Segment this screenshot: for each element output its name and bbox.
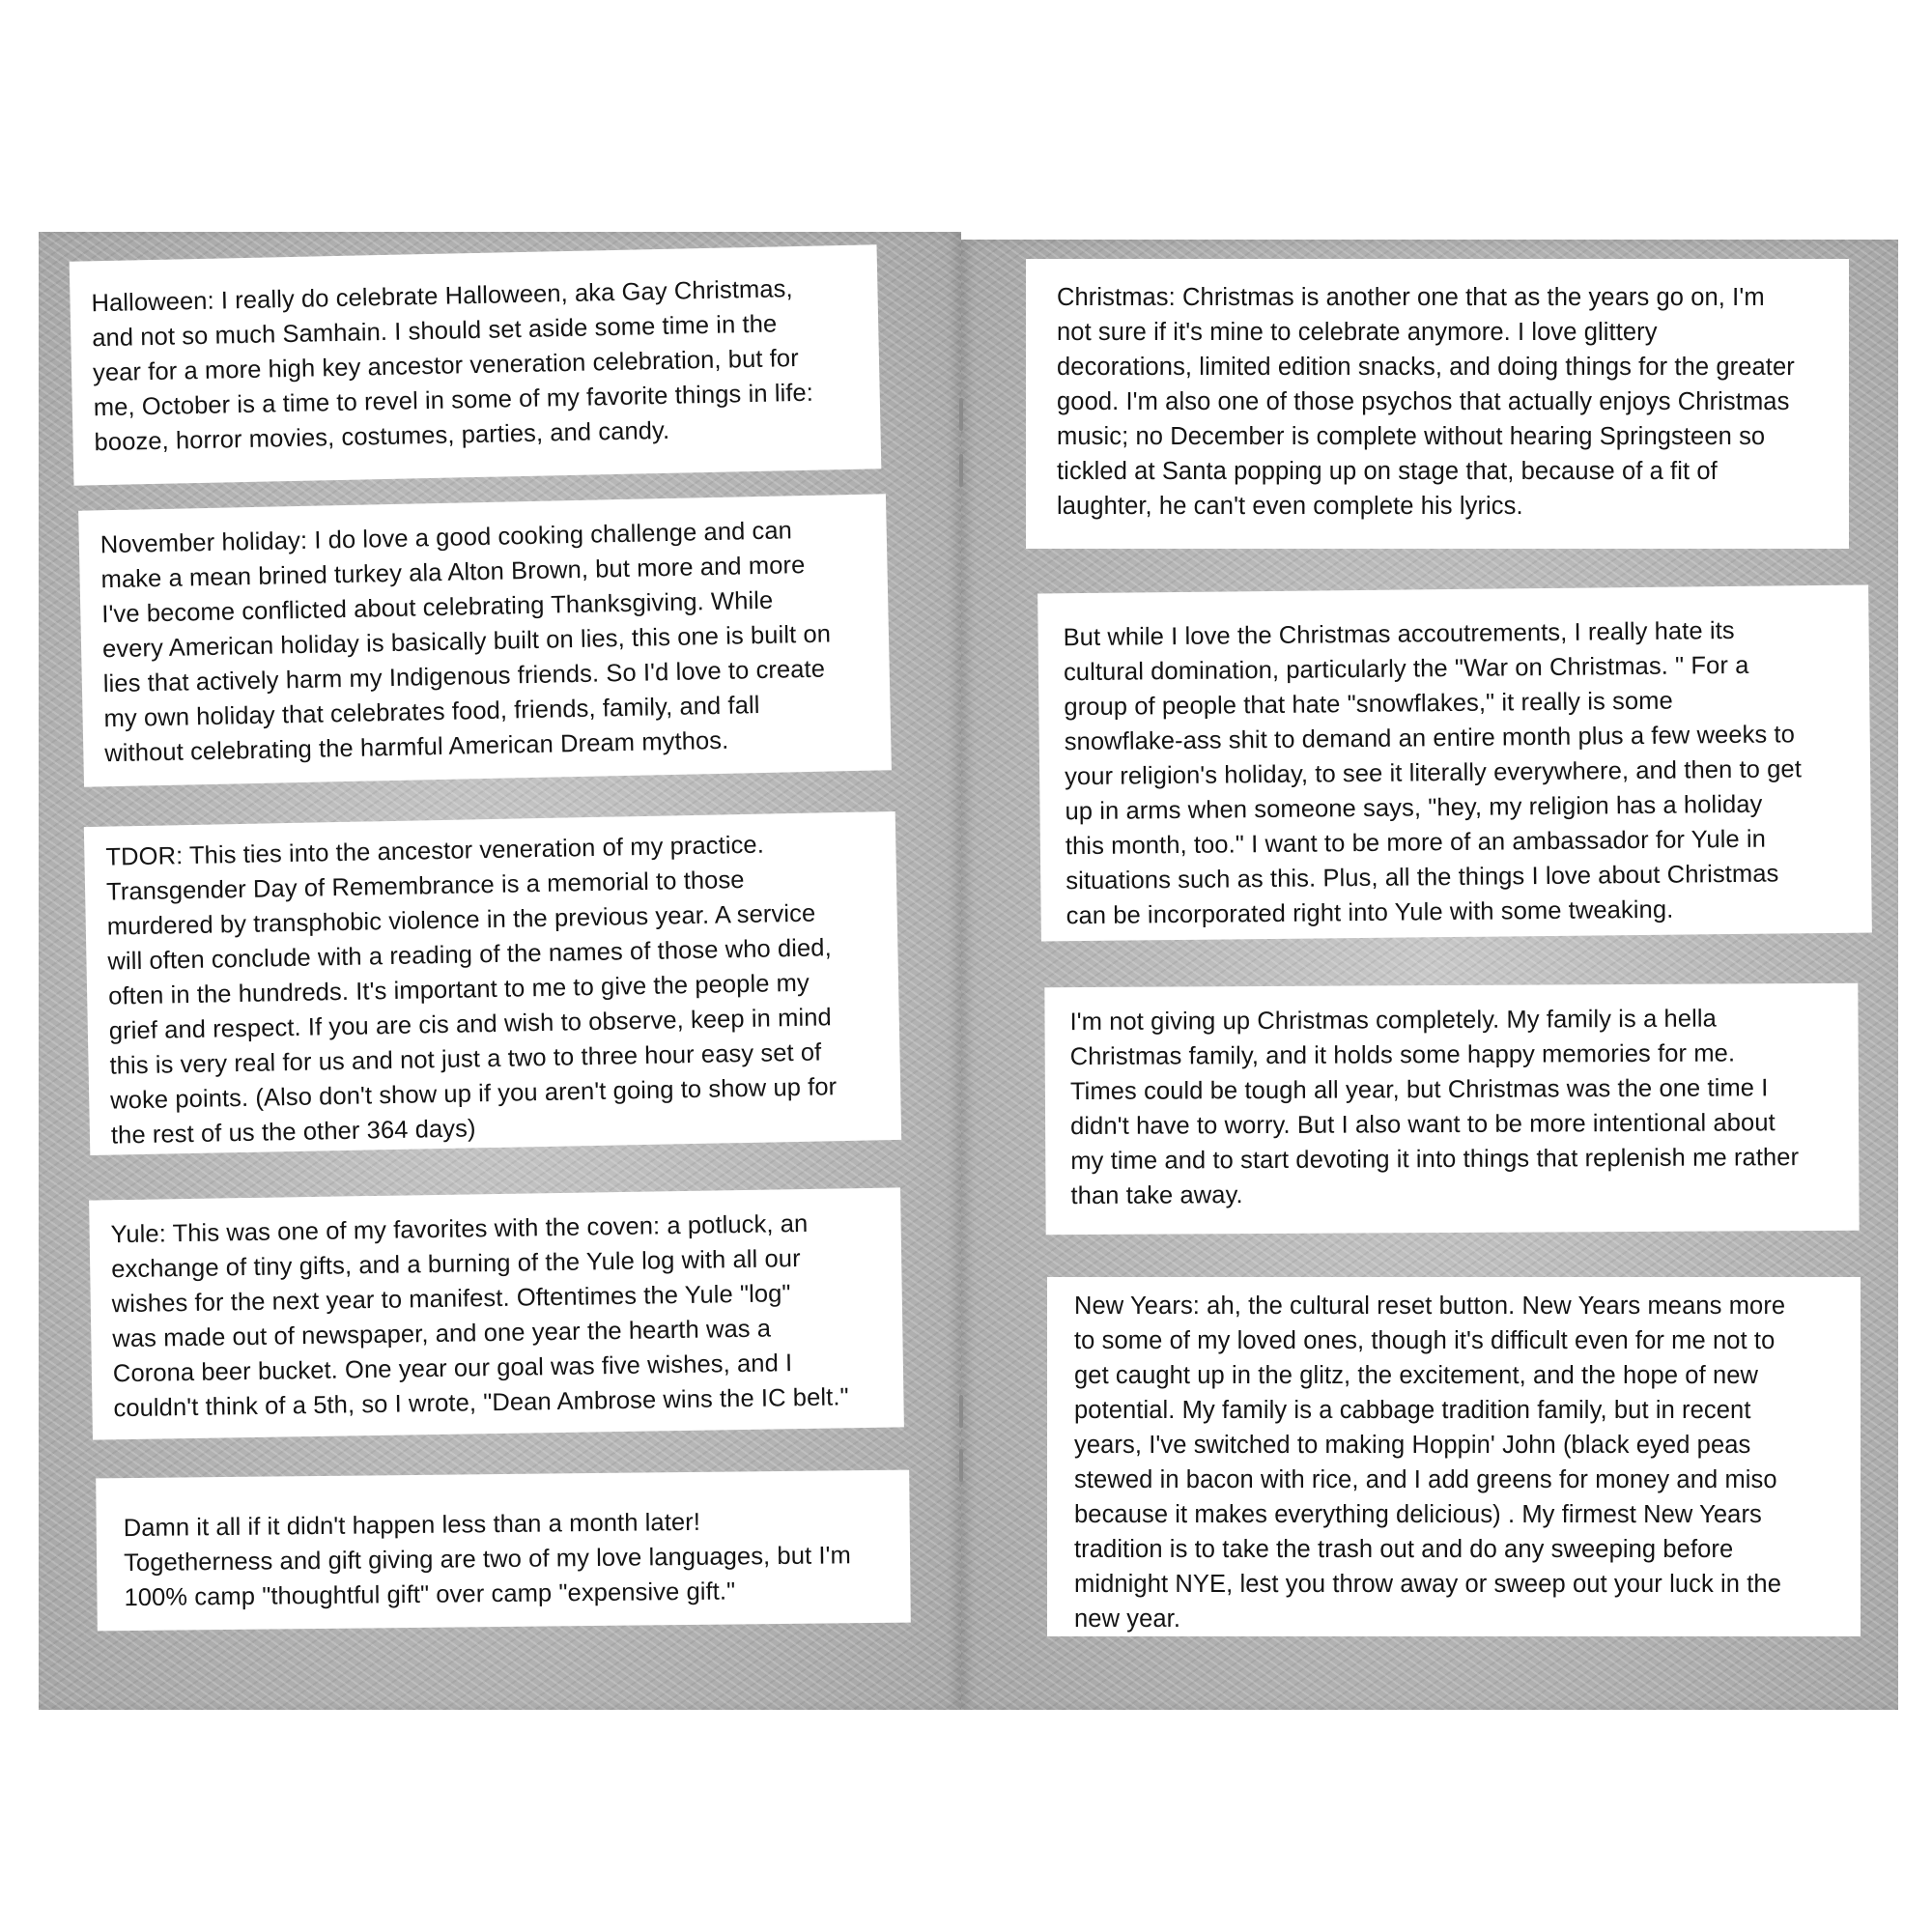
christmas-card [1026, 259, 1849, 549]
tdor-card [84, 811, 901, 1155]
new-years-card [1047, 1277, 1861, 1636]
not-giving-up-christmas-card [1044, 983, 1859, 1235]
halloween-card [70, 244, 882, 485]
damn-it-card [96, 1470, 911, 1632]
november-holiday-text: November holiday: I do love a good cooking challenge and can make a mean brined turkey ala Alton Brown, but more and more I've become conflicted about celebrating Thanksgiving. While every American holiday is basically built on lies, this one is built on lies that actively harm my Indigenous friends. So I'd love to create my own holiday that celebrates food, friends, family, and fall without celebrating the harmful American Dream mythos. [99, 517, 832, 768]
christmas-text: Christmas: Christmas is another one that as the years go on, I'm not sure if it's mine to celebrate anymore. I love glittery decorations, limited edition snacks, and doing things for the greater good. I'm also one of those psychos that actually enjoys Christmas music; no December is complete without hearing Springsteen so tickled at Santa popping up on stage that, because of a fit of laughter, he can't even complete his lyrics. [1057, 284, 1795, 520]
war-on-christmas-text: But while I love the Christmas accoutrements, I really hate its cultural domination, particularly the "War on Christmas. " For a group of people that hate "snowflakes," it really is some snowflake-ass shit to demand an entire month plus a few weeks to your religion's holiday, to see it literally everywhere, and then to get up in arms when someone says, "hey, my religion has a holiday this month, too." I want to be more of an ambassador for Yule in situations such as this. Plus, all the things I love about Christmas can be incorporated right into Yule with some tweaking. [1063, 616, 1803, 930]
staple-top [959, 398, 963, 431]
november-holiday-card [78, 494, 892, 786]
damn-it-text: Damn it all if it didn't happen less than a month later! Togetherness and gift giving are two of my love languages, but I'm 100% camp "thoughtful gift" over camp "expensive gift." [123, 1508, 852, 1612]
halloween-text: Halloween: I really do celebrate Halloween, aka Gay Christmas, and not so much Samhain. I should set aside some time in the year for a more high key ancestor veneration celebration, but for me, October is a time to revel in some of my favorite things in life: booze, horror movies, costumes, parties, and candy. [91, 275, 814, 457]
staple-middle [959, 454, 963, 487]
war-on-christmas-card [1037, 585, 1872, 942]
staple-bottom [959, 1449, 963, 1482]
yule-card [89, 1187, 904, 1439]
new-years-text: New Years: ah, the cultural reset button. New Years means more to some of my loved ones, though it's difficult even for me not to get caught up in the glitz, the excitement, and the hope of new potential. My family is a cabbage tradition family, but in recent years, I've switched to making Hoppin' John (black eyed peas stewed in bacon with rice, and I add greens for money and miso because it makes everything delicious) . My firmest New Years tradition is to take the trash out and do any sweeping before midnight NYE, lest you throw away or sweep out your luck in the new year. [1074, 1293, 1786, 1633]
tdor-text: TDOR: This ties into the ancestor veneration of my practice. Transgender Day of Remembrance is a memorial to those murdered by transphobic violence in the previous year. A service will often conclude with a reading of the names of those who died, often in the hundreds. It's important to me to give the people my grief and respect. If you are cis and wish to observe, keep in mind this is very real for us and not just a two to three hour easy set of woke points. (Also don't show up if you aren't going to show up for the rest of us the other 364 days) [105, 831, 838, 1150]
yule-text: Yule: This was one of my favorites with the coven: a potluck, an exchange of tiny gifts, and a burning of the Yule log with all our wishes for the next year to manifest. Oftentimes the Yule "log" was made out of newspaper, and one year the hearth was a Corona beer bucket. One year our goal was five wishes, and I couldn't think of a 5th, so I wrote, "Dean Ambrose wins the IC belt." [110, 1209, 849, 1423]
staple-lower [959, 1395, 963, 1428]
not-giving-up-christmas-text: I'm not giving up Christmas completely. My family is a hella Christmas family, and it holds some happy memories for me. Times could be tough all year, but Christmas was the one time I didn't have to worry. But I also want to be more intentional about my time and to start devoting it into things that replenish me rather than take away. [1069, 1005, 1800, 1210]
